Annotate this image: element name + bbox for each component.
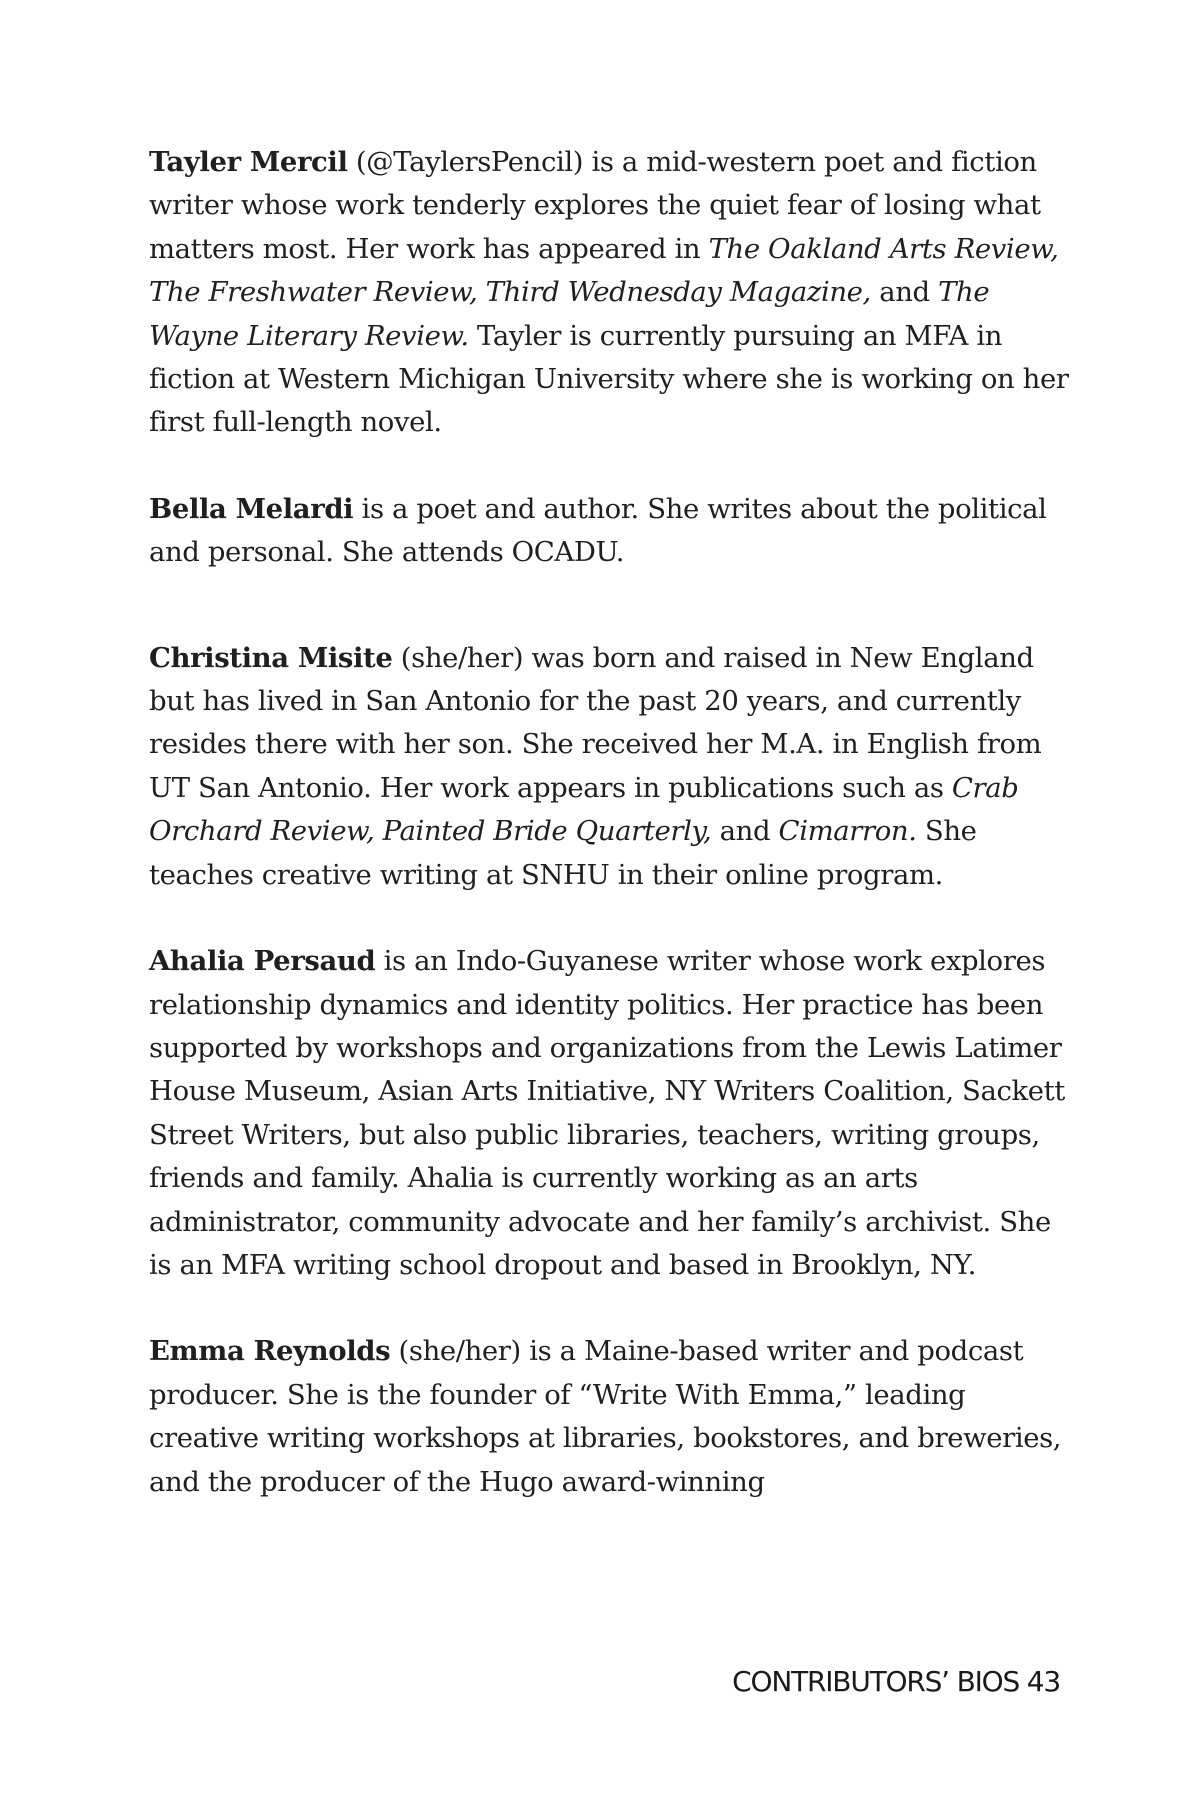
publication-title: The Wayne Literary Review. [149,276,990,352]
contributor-name: Emma Reynolds [149,1335,391,1368]
bio-tayler-mercil: Tayler Mercil (@TaylersPencil) is a mid-western poet and fiction writer whose work tenderly explores the quiet fear of losing what matters most. Her work has appeared in The Oakland Arts Review, The Freshwater Review, Third Wednesday Magazine, and The Wayne Literary Review. Tayler is currently pursuing an MFA in fiction at Western Michigan University where she is working on her first full-length novel. [149,146,1069,439]
publication-title: Cimarron. [778,815,917,848]
contributor-bios [149,141,1069,1504]
contributor-name: Tayler Mercil [149,146,348,178]
bio-emma-reynolds: Emma Reynolds (she/her) is a Maine-based writer and podcast producer. She is the founder of “Write With Emma,” leading creative writing workshops at libraries, bookstores, and breweries, and the producer of the Hugo award-winning [149,1335,1062,1498]
bio-bella-melardi: Bella Melardi is a poet and author. She writes about the political and personal. She attends OCADU. [149,492,1047,569]
bio-christina-misite: Christina Misite (she/her) was born and raised in New England but has lived in San Antonio for the past 20 years, and currently resides there with her son. She received her M.A. in English from UT San Antonio. Her work appears in publications such as Crab Orchard Review, Painted Bride Quarterly, and Cimarron. She teaches creative writing at SNHU in their online program. [149,641,1042,891]
publication-titles: Crab Orchard Review, Painted Bride Quarterly, [149,771,1019,848]
contributor-name: Christina Misite [149,641,393,674]
page-footer: CONTRIBUTORS’ BIOS 43 [732,1665,1060,1698]
contributor-name: Bella Melardi [149,492,354,525]
contributor-name: Ahalia Persaud [149,945,376,978]
publication-titles: The Oakland Arts Review, The Freshwater Review, Third Wednesday Magazine, [149,232,1059,309]
bio-ahalia-persaud: Ahalia Persaud is an Indo-Guyanese writer whose work explores relationship dynamics and identity politics. Her practice has been supported by workshops and organizations from the Lewis Latimer House Museum, Asian Arts Initiative, NY Writers Coalition, Sackett Street Writers, but also public libraries, teachers, writing groups, friends and family. Ahalia is currently working as an arts administrator, community advocate and her family’s archivist. She is an MFA writing school dropout and based in Brooklyn, NY. [149,945,1065,1281]
